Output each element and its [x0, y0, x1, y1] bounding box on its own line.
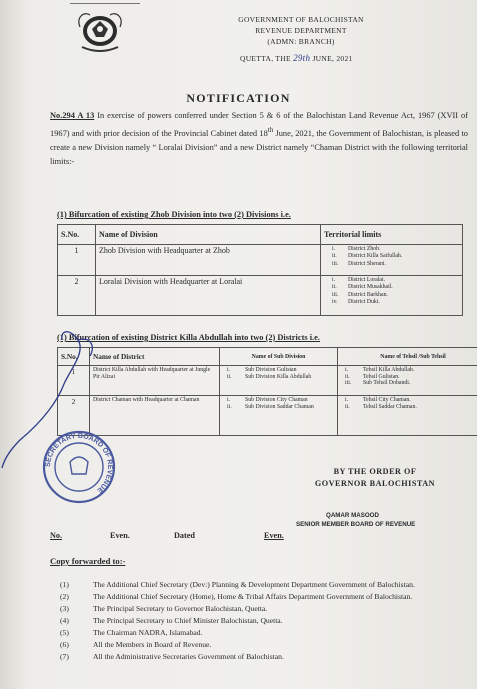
section2-title: (1) Bifurcation of existing District Killa Abdullah into two (2) Districts i.e.: [57, 333, 320, 342]
table-header-row: S.No. Name of District Name of Sub Division Name of Tehsil /Sub Tehsil: [58, 348, 477, 366]
official-seal-stamp: [40, 428, 118, 506]
branch-name: (ADMN: BRANCH): [267, 37, 335, 46]
table-row: 2 District Chaman with Headquarter at Chaman i. Sub Division City Chaman ii. Sub Division Saddar Chaman i. Tehsil City Chaman. ii. Tehsil Saddar Chaman.: [58, 396, 477, 436]
list-item: (4) The Principal Secretary to Chief Minister Balochistan, Quetta.: [60, 615, 283, 625]
limits-list: i. District Loralai. ii. District Musakhail. iii. District Barkhan. iv. District Duki.: [332, 277, 393, 306]
signatory-name: QAMAR MASOOD: [326, 512, 379, 519]
table-row: 1 District Killa Abdullah with Headquarter at Jungle Pir Alizai i. Sub Division Gulistan ii. Sub Division Killa Abdullah i. Tehsil Killa Abdullah. ii. Tehsil Gulistan. iii. Sub Tehsil Dobandi.: [58, 366, 477, 396]
by-order-block: BY THE ORDER OF GOVERNOR BALOCHISTAN: [314, 467, 436, 488]
table-row: 2 Loralai Division with Headquarter at Loralai i. District Loralai. ii. District Musakhail. iii. District Barkhan. iv. District Duki.: [58, 276, 463, 316]
copy-forwarded-list: [60, 580, 440, 664]
signatory-block: [296, 511, 477, 529]
list-item: (3) The Principal Secretary to Governor Balochistan, Quetta.: [60, 603, 268, 613]
list-item: (7) All the Administrative Secretaries Government of Balochistan.: [60, 651, 284, 661]
list-item: (5) The Chairman NADRA, Islamabad.: [60, 627, 203, 637]
balochistan-emblem-logo: [74, 7, 126, 53]
gov-name: GOVERNMENT OF BALOCHISTAN: [238, 15, 364, 24]
list-item: (1) The Additional Chief Secretary (Dev:) Planning & Development Department Government of Balochistan.: [60, 580, 415, 589]
list-item: (2) The Additional Chief Secretary (Home), Home & Tribal Affairs Department Government of Balochistan.: [60, 591, 413, 601]
svg-text:SECRETARY BOARD OF REVENUE: SECRETARY BOARD OF REVENUE: [44, 432, 114, 494]
reference-line: No. Even. Dated Even.: [50, 531, 284, 540]
copy-forwarded-title: Copy forwarded to:-: [50, 556, 126, 566]
notification-title: NOTIFICATION: [186, 91, 291, 105]
signatory-designation: SENIOR MEMBER BOARD OF REVENUE: [296, 521, 416, 528]
dept-name: REVENUE DEPARTMENT: [255, 26, 347, 35]
notification-body: No.294 A 13 In exercise of powers conferred under Section 5 & 6 of the Balochistan Land Revenue Act, 1967 (XVII of 1967) and with prior decision of the Provincial Cabinet dated 18th June, 2021, the Government of Balochistan, is pleased to create a new Division namely “ Loralai Division” and a new District namely “Chaman District with the following territorial limits:-: [50, 111, 469, 167]
section1-title: (1) Bifurcation of existing Zhob Division into two (2) Divisions i.e.: [57, 210, 291, 219]
table-header-row: [58, 225, 463, 245]
place-date: QUETTA, THE 29th JUNE, 2021: [240, 53, 353, 63]
handwritten-date: 29th: [293, 53, 311, 63]
cut-header-line: [70, 0, 140, 4]
col-sno: S.No.: [58, 225, 96, 245]
table-row: 1 Zhob Division with Headquarter at Zhob i. District Zhob. ii. District Killa Saifullah. iii. District Sherani.: [58, 245, 463, 276]
col-division: Name of Division: [96, 225, 321, 245]
letterhead: [226, 14, 376, 64]
notification-number: No.294 A 13: [50, 111, 95, 120]
col-limits: Territorial limits: [321, 225, 463, 245]
list-item: (6) All the Members in Board of Revenue.: [60, 639, 212, 649]
limits-list: i. District Zhob. ii. District Killa Saifullah. iii. District Sherani.: [332, 246, 403, 267]
